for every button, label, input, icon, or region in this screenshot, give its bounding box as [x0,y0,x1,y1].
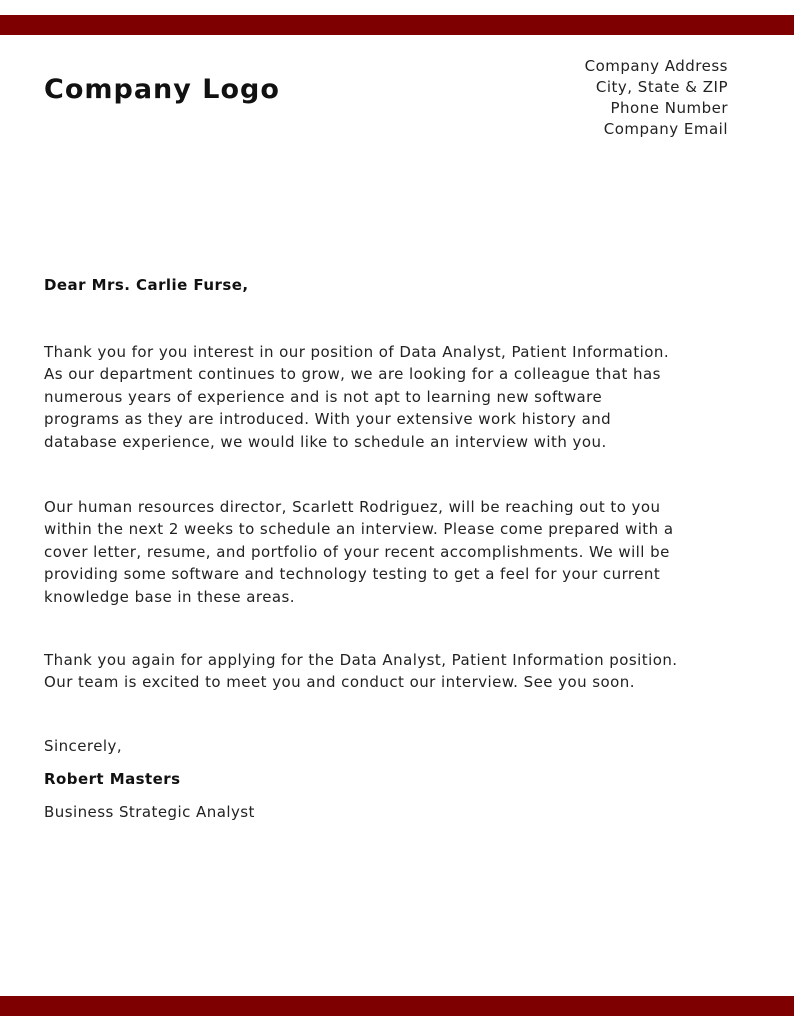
paragraph-line: Our human resources director, Scarlett Rodriguez, will be reaching out to you [44,498,661,516]
email-line: Company Email [603,120,728,138]
closing: Sincerely, [44,737,123,755]
paragraph-line: As our department continues to grow, we are looking for a colleague that has [44,365,661,384]
phone-line: Phone Number [610,99,728,117]
city-state-zip-line: City, State & ZIP [595,78,728,96]
company-logo: Company Logo [44,74,280,105]
paragraph-1 [44,341,756,453]
paragraph-3 [44,649,756,694]
paragraph-line: providing some software and technology testing to get a feel for your current [44,565,661,584]
top-accent-bar [0,15,794,35]
paragraph-2 [44,496,756,608]
paragraph-line: programs as they are introduced. With your extensive work history and [44,410,612,429]
paragraph-line: knowledge base in these areas. [44,587,296,606]
paragraph-line: Thank you for you interest in our position of Data Analyst, Patient Information. [44,343,670,361]
signer-title: Business Strategic Analyst [44,803,255,821]
bottom-accent-bar [0,996,794,1016]
paragraph-line: within the next 2 weeks to schedule an interview. Please come prepared with a [44,520,674,539]
paragraph-line: Thank you again for applying for the Data Analyst, Patient Information position. [44,651,678,669]
paragraph-line: Our team is excited to meet you and conduct our interview. See you soon. [44,673,635,692]
signer-name: Robert Masters [44,770,181,788]
address-line: Company Address [584,57,728,75]
salutation: Dear Mrs. Carlie Furse, [44,276,249,294]
company-address-block [585,56,728,140]
paragraph-line: numerous years of experience and is not apt to learning new software [44,387,603,406]
paragraph-line: cover letter, resume, and portfolio of your recent accomplishments. We will be [44,542,670,561]
paragraph-line: database experience, we would like to schedule an interview with you. [44,432,607,451]
